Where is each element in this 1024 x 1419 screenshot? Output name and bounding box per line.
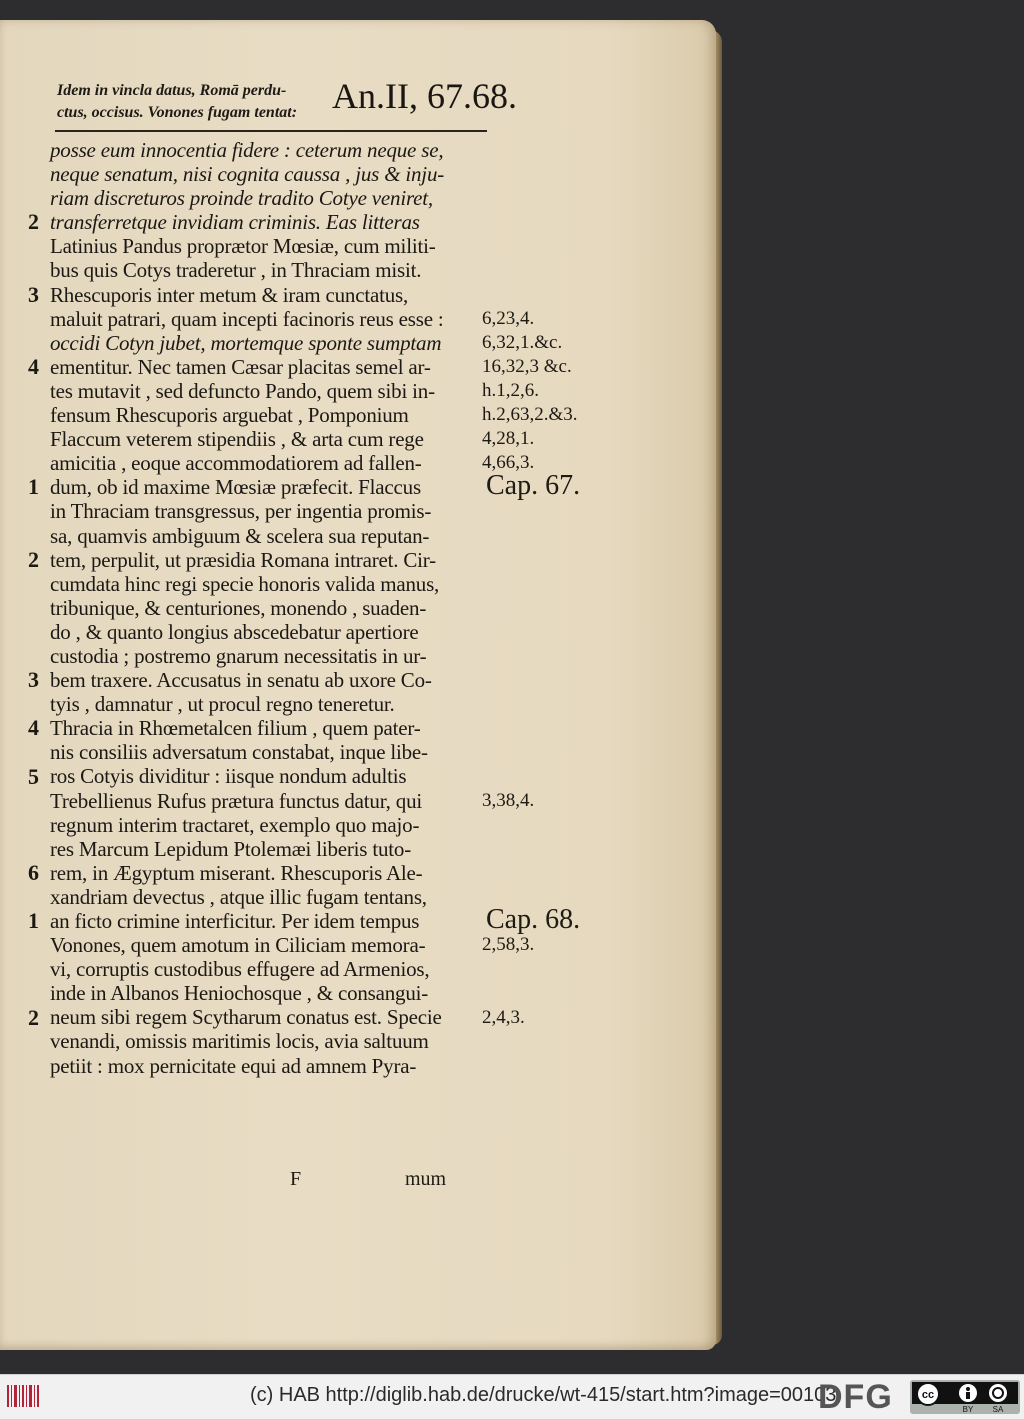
- margin-reference: 6,32,1.&c.: [482, 331, 563, 353]
- text-line: ementitur. Nec tamen Cæsar placitas semel ar-: [50, 354, 431, 379]
- section-number: 1: [28, 474, 39, 500]
- text-line: ros Cotyis dividitur : iisque nondum adultis: [50, 764, 407, 789]
- section-number: 3: [28, 667, 39, 693]
- section-number: 2: [28, 1004, 39, 1030]
- text-line: amicitia , eoque accommodatiorem ad fallen-: [50, 451, 422, 476]
- text-line: Thracia in Rhœmetalcen filium , quem pater-: [50, 716, 421, 741]
- catchword: mum: [405, 1168, 447, 1190]
- text-line: tyis , damnatur , ut procul regno teneretur.: [50, 692, 395, 717]
- text-line: Flaccum veterem stipendiis , & arta cum rege: [50, 427, 424, 452]
- text-line: in Thraciam transgressus, per ingentia promis-: [50, 499, 432, 524]
- section-number: 4: [28, 715, 39, 741]
- section-number: 6: [28, 860, 39, 885]
- text-line: sa, quamvis ambiguum & scelera sua reputan-: [50, 523, 430, 548]
- section-number: 1: [28, 908, 39, 934]
- section-number: 2: [28, 546, 39, 572]
- text-line: cumdata hinc regi specie honoris valida manus,: [50, 571, 440, 596]
- margin-reference: 2,4,3.: [482, 1006, 525, 1028]
- main-text-block: [50, 138, 490, 1078]
- text-line: Vonones, quem amotum in Ciliciam memora-: [50, 933, 426, 958]
- section-number: 3: [28, 281, 39, 307]
- text-line: Trebellienus Rufus prætura functus datur, qui: [50, 788, 423, 813]
- margin-reference: 16,32,3 &c.: [482, 355, 572, 377]
- text-line: xandriam devectus , atque illic fugam tentans,: [50, 884, 427, 909]
- text-line: occidi Cotyn jubet, mortemque sponte sumptam: [50, 330, 442, 355]
- running-head-reference: An.II, 67.68.: [332, 76, 517, 116]
- text-line: neum sibi regem Scytharum conatus est. Specie: [50, 1005, 442, 1030]
- margin-reference: 6,23,4.: [482, 307, 535, 329]
- text-line: fensum Rhescuporis arguebat , Pomponium: [50, 403, 409, 428]
- text-line: tem, perpulit, ut præsidia Romana intraret. Cir-: [50, 547, 436, 572]
- running-head-summary: [57, 80, 327, 124]
- margin-reference: 4,28,1.: [482, 428, 535, 450]
- text-line: vi, corruptis custodibus effugere ad Armenios,: [50, 957, 430, 982]
- dfg-logo: DFG: [818, 1378, 893, 1416]
- text-line: custodia ; postremo gnarum necessitatis in ur-: [50, 643, 427, 668]
- text-line: inde in Albanos Heniochosque , & consangui-: [50, 981, 429, 1006]
- viewer-footer: [0, 1374, 1024, 1419]
- text-line: maluit patrari, quam incepti facinoris reus esse :: [50, 306, 444, 331]
- text-line: nis consiliis adversatum constabat, inque libe-: [50, 740, 428, 765]
- text-line: venandi, omissis maritimis locis, avia saltuum: [50, 1029, 429, 1054]
- text-line: petiit : mox pernicitate equi ad amnem Pyra-: [50, 1053, 417, 1078]
- text-line: tribunique, & centuriones, monendo , suaden-: [50, 595, 427, 620]
- text-line: an ficto crimine interficitur. Per idem tempus: [50, 909, 420, 933]
- signature-mark: F: [290, 1168, 302, 1190]
- text-line: do , & quanto longius abscedebatur apertiore: [50, 619, 419, 644]
- section-number: 4: [28, 353, 39, 379]
- chapter-marker: Cap. 68.: [486, 904, 581, 936]
- svg-text:SA: SA: [992, 1405, 1004, 1414]
- text-line: Rhescuporis inter metum & iram cunctatus,: [50, 282, 409, 307]
- text-line: riam discreturos proinde tradito Cotye veniret,: [50, 186, 433, 211]
- text-line: tes mutavit , sed defuncto Pando, quem sibi in-: [50, 378, 435, 403]
- barcode-icon: [6, 1383, 40, 1409]
- running-head-line-2: ctus, occisus. Vonones fugam tentat:: [57, 104, 298, 121]
- chapter-marker: Cap. 67.: [486, 470, 581, 502]
- text-line: neque senatum, nisi cognita caussa , jus & inju-: [50, 162, 445, 187]
- text-line: bus quis Cotys traderetur , in Thraciam misit.: [50, 258, 422, 283]
- margin-reference: h.1,2,6.: [482, 380, 539, 401]
- svg-text:BY: BY: [962, 1405, 974, 1414]
- margin-reference: h.2,63,2.&3.: [482, 404, 578, 426]
- text-line: bem traxere. Accusatus in senatu ab uxore Co-: [50, 668, 432, 693]
- margin-reference: 4,66,3.: [482, 452, 535, 474]
- copyright-link[interactable]: (c) HAB http://diglib.hab.de/drucke/wt-415/start.htm?image=00103: [250, 1384, 837, 1406]
- text-line: posse eum innocentia fidere : ceterum neque se,: [50, 138, 444, 162]
- text-line: res Marcum Lepidum Ptolemæi liberis tuto-: [50, 836, 411, 861]
- section-number: 2: [28, 209, 39, 235]
- margin-reference: 3,38,4.: [482, 789, 535, 811]
- text-line: dum, ob id maxime Mœsiæ præfecit. Flaccus: [50, 475, 421, 500]
- svg-text:cc: cc: [921, 1389, 935, 1401]
- section-number: 5: [28, 763, 39, 789]
- text-line: rem, in Ægyptum miserant. Rhescuporis Ale-: [50, 860, 423, 885]
- text-line: Latinius Pandus proprætor Mœsiæ, cum militi-: [50, 234, 436, 259]
- text-line: transferretque invidiam criminis. Eas litteras: [50, 210, 420, 235]
- cc-by-sa-icon[interactable]: [910, 1380, 1020, 1414]
- margin-reference: 2,58,3.: [482, 934, 535, 956]
- header-rule: [55, 130, 487, 132]
- text-line: regnum interim tractaret, exemplo quo majo-: [50, 812, 420, 837]
- running-head-line-1: Idem in vincla datus, Romā perdu-: [57, 82, 287, 99]
